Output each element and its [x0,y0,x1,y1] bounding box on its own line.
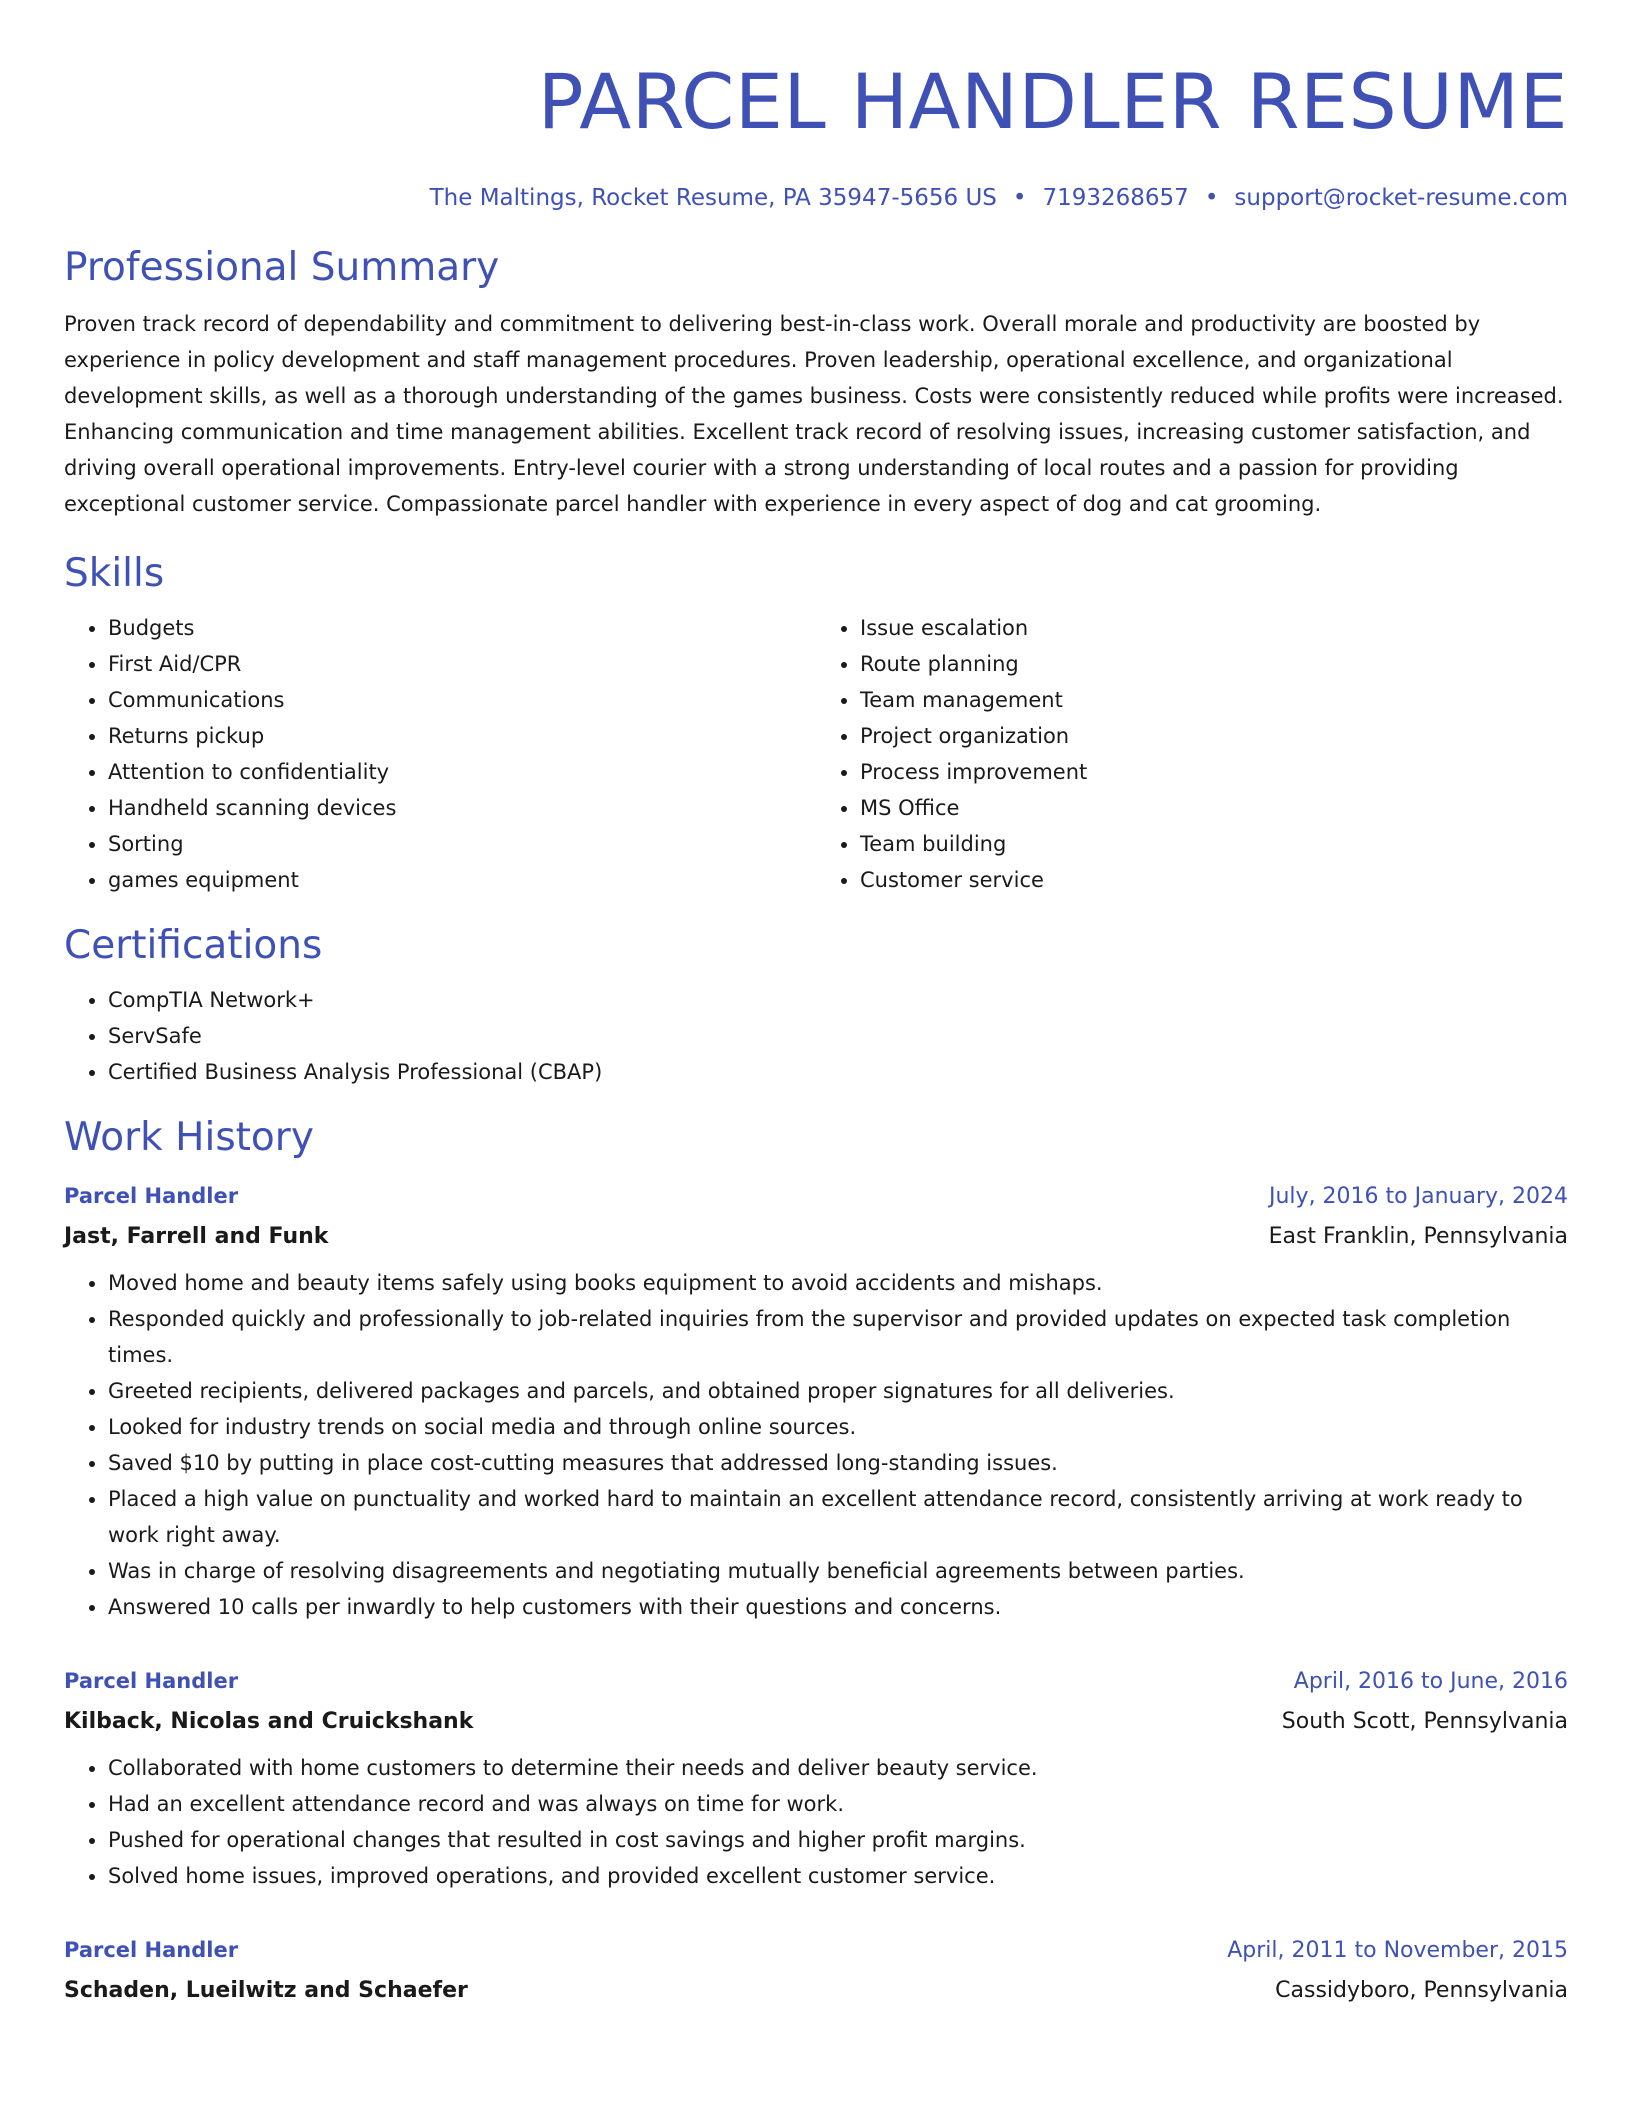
job-entry [64,1930,1568,2011]
skill-item: • Handheld scanning devices [108,790,816,826]
skill-item: • Customer service [860,862,1568,898]
job-title: Parcel Handler [64,1184,239,1208]
job-bullet: • Saved $10 by putting in place cost-cutting measures that addressed long-standing issues. [108,1445,1568,1481]
job-location: South Scott, Pennsylvania [1281,1709,1568,1734]
skill-item: • Team management [860,682,1568,718]
job-company-row [64,1971,1568,2011]
job-bullet: • Looked for industry trends on social media and through online sources. [108,1409,1568,1445]
skill-item: • Team building [860,826,1568,862]
skill-item: • First Aid/CPR [108,646,816,682]
skills-section [64,550,1568,898]
skill-item: • Process improvement [860,754,1568,790]
summary-heading: Professional Summary [64,245,500,290]
summary-section [64,244,1568,522]
skills-right-list [816,610,1568,898]
job-company-row [64,1702,1568,1742]
resume-page [64,0,1568,2011]
job-entry [64,1661,1568,1894]
job-title: Parcel Handler [64,1669,239,1693]
job-bullet: • Solved home issues, improved operations, and provided excellent customer service. [108,1858,1568,1894]
contact-phone: 7193268657 [1042,185,1189,211]
contact-line [64,182,1568,214]
job-entry [64,1176,1568,1625]
contact-email[interactable]: support@rocket-resume.com [1234,185,1568,211]
skill-item: • Communications [108,682,816,718]
job-company: Jast, Farrell and Funk [64,1224,329,1249]
summary-text: Proven track record of dependability and commitment to delivering best-in-class work. Overall morale and productivity are boosted by experience in policy development and staff management procedures. Proven leadership, operational excellence, and organizational development skills, as well as a thorough understanding of the games business. Costs were consistently reduced while profits were increased. Enhancing communication and time management abilities. Excellent track record of resolving issues, increasing customer satisfaction, and driving overall operational improvements. Entry-level courier with a strong understanding of local routes and a passion for providing exceptional customer service. Compassionate parcel handler with experience in every aspect of dog and cat grooming. [64,312,1564,516]
skill-item: • games equipment [108,862,816,898]
job-title-row [64,1930,1568,1971]
skills-left-list [64,610,816,898]
job-company-row [64,1217,1568,1257]
job-dates: July, 2016 to January, 2024 [1269,1184,1568,1209]
contact-separator: • [1012,185,1027,211]
certifications-section [64,922,1568,1090]
job-dates: April, 2011 to November, 2015 [1227,1938,1568,1963]
job-company: Kilback, Nicolas and Cruickshank [64,1709,474,1734]
work-history-section [64,1114,1568,2011]
certification-item: • ServSafe [108,1018,1568,1054]
job-bullet: • Was in charge of resolving disagreements and negotiating mutually beneficial agreements between parties. [108,1553,1568,1589]
skill-item: • MS Office [860,790,1568,826]
job-company: Schaden, Lueilwitz and Schaefer [64,1978,468,2003]
skill-item: • Returns pickup [108,718,816,754]
job-dates: April, 2016 to June, 2016 [1293,1669,1568,1694]
job-bullets [64,1265,1568,1625]
certifications-list [64,982,1568,1090]
job-bullet: • Pushed for operational changes that resulted in cost savings and higher profit margins. [108,1822,1568,1858]
skill-item: • Attention to confidentiality [108,754,816,790]
contact-address: The Maltings, Rocket Resume, PA 35947-5656 US [429,185,997,211]
job-bullets [64,1750,1568,1894]
job-bullet: • Greeted recipients, delivered packages and parcels, and obtained proper signatures for all deliveries. [108,1373,1568,1409]
job-bullet: • Answered 10 calls per inwardly to help customers with their questions and concerns. [108,1589,1568,1625]
job-bullet: • Responded quickly and professionally to job-related inquiries from the supervisor and provided updates on expected task completion times. [108,1301,1568,1373]
resume-title: PARCEL HANDLER RESUME [537,57,1568,146]
job-title-row [64,1176,1568,1217]
work-history-heading: Work History [64,1115,314,1160]
skill-item: • Project organization [860,718,1568,754]
contact-separator: • [1204,185,1219,211]
job-bullet: • Had an excellent attendance record and was always on time for work. [108,1786,1568,1822]
certification-item: • CompTIA Network+ [108,982,1568,1018]
job-bullet: • Placed a high value on punctuality and worked hard to maintain an excellent attendance record, consistently arriving at work ready to work right away. [108,1481,1568,1553]
skill-item: • Sorting [108,826,816,862]
job-title: Parcel Handler [64,1938,239,1962]
skill-item: • Budgets [108,610,816,646]
skills-heading: Skills [64,551,165,596]
job-bullet: • Moved home and beauty items safely using books equipment to avoid accidents and mishaps. [108,1265,1568,1301]
job-title-row [64,1661,1568,1702]
certification-item: • Certified Business Analysis Professional (CBAP) [108,1054,1568,1090]
certifications-heading: Certifications [64,923,323,968]
job-location: Cassidyboro, Pennsylvania [1275,1978,1568,2003]
skill-item: • Issue escalation [860,610,1568,646]
job-location: East Franklin, Pennsylvania [1268,1224,1568,1249]
job-bullet: • Collaborated with home customers to determine their needs and deliver beauty service. [108,1750,1568,1786]
skill-item: • Route planning [860,646,1568,682]
skills-columns [64,610,1568,898]
